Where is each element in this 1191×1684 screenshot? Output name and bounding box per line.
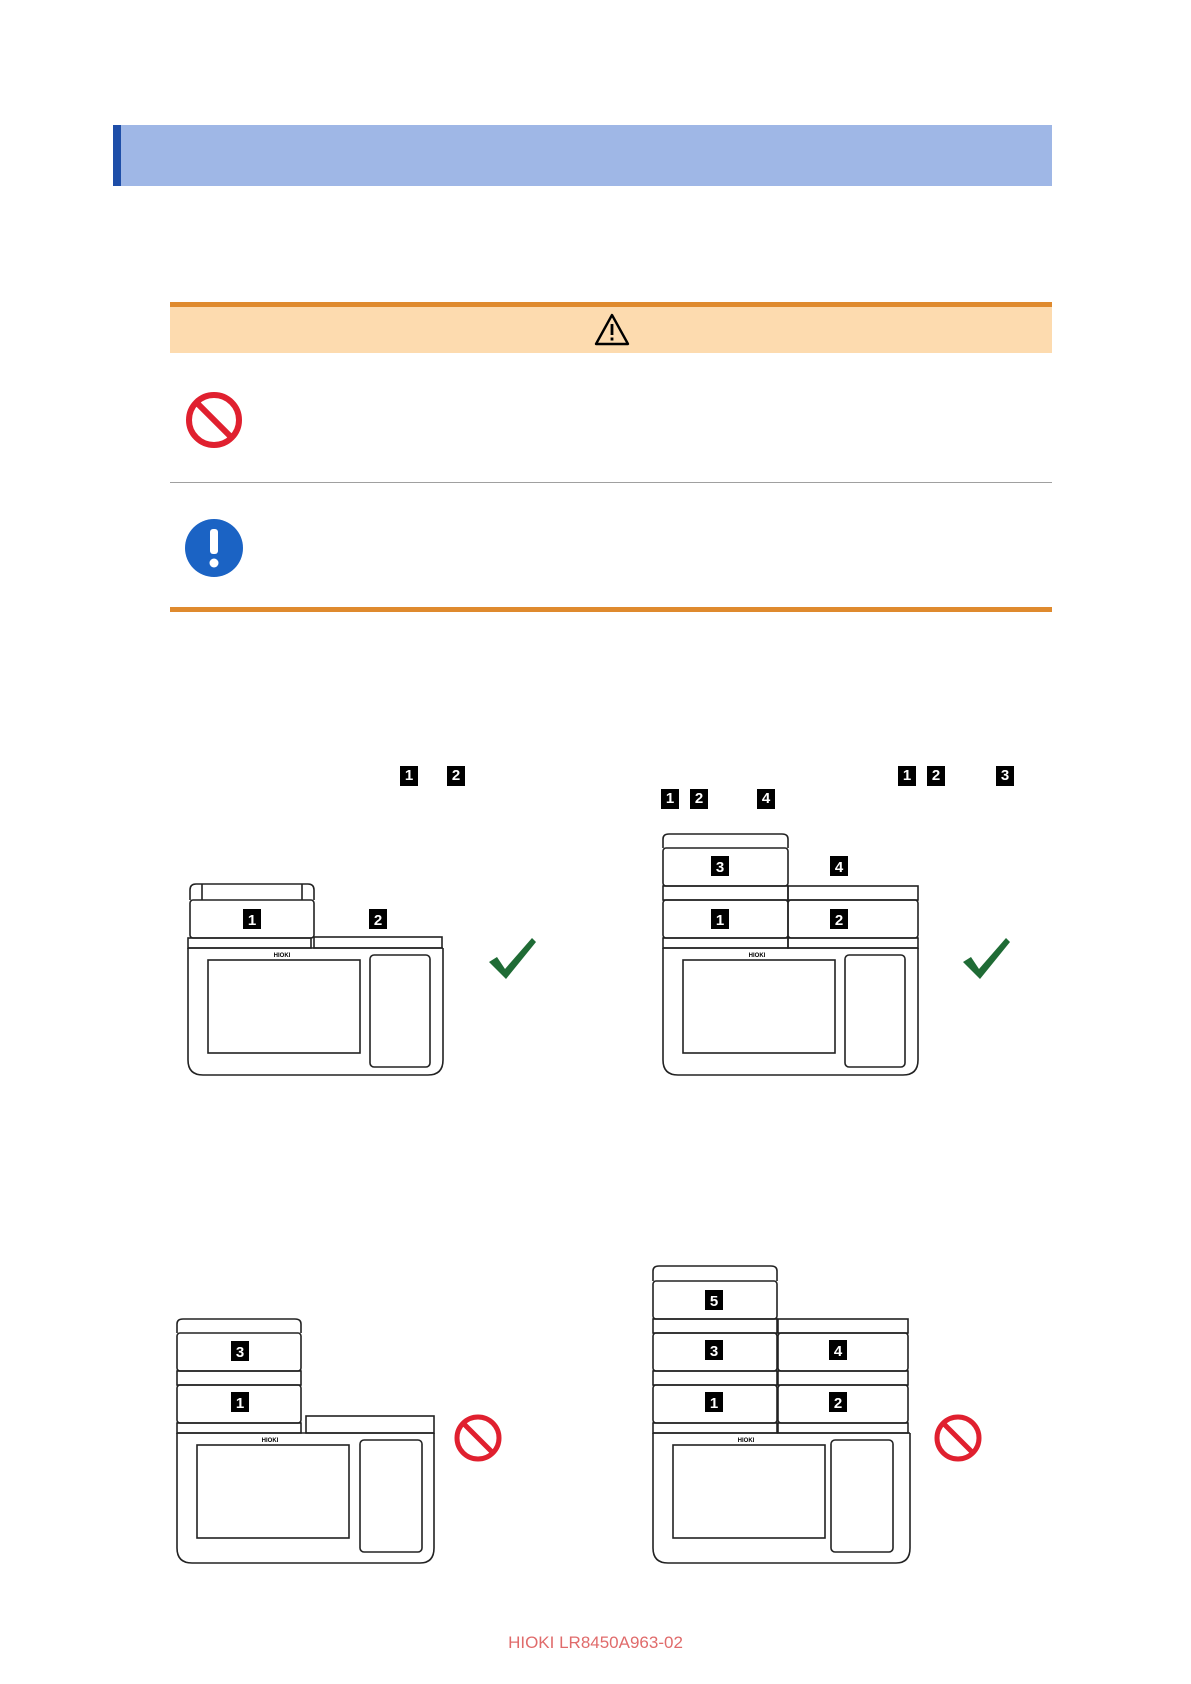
section-heading-bar xyxy=(113,125,1052,186)
correct-checkmark-icon xyxy=(960,935,1012,981)
brand-label: HIOKI xyxy=(261,1438,279,1444)
module-label-1: 1 xyxy=(709,1395,719,1412)
figure-1-instrument xyxy=(180,880,450,1080)
module-label-3: 3 xyxy=(715,859,725,876)
module-label-2: 2 xyxy=(373,912,383,929)
warning-header-band xyxy=(170,307,1052,353)
warning-triangle-icon xyxy=(594,313,630,346)
correct-checkmark-icon xyxy=(486,935,538,981)
figure-3-instrument xyxy=(172,1315,442,1565)
inline-badge-1: 1 xyxy=(661,789,679,809)
module-label-1: 1 xyxy=(235,1395,245,1412)
module-label-4: 4 xyxy=(833,1343,843,1360)
module-label-4: 4 xyxy=(834,859,844,876)
module-label-1: 1 xyxy=(247,912,257,929)
module-label-2: 2 xyxy=(833,1395,843,1412)
inline-badge-3: 3 xyxy=(996,766,1014,786)
figure-4-instrument xyxy=(648,1262,918,1567)
figure-2-instrument xyxy=(655,830,925,1080)
inline-badge-2: 2 xyxy=(690,789,708,809)
inline-badge-4: 4 xyxy=(757,789,775,809)
brand-label: HIOKI xyxy=(273,953,291,959)
inline-badge-2: 2 xyxy=(927,766,945,786)
module-label-2: 2 xyxy=(834,912,844,929)
inline-badge-1: 1 xyxy=(898,766,916,786)
module-label-3: 3 xyxy=(235,1344,245,1361)
module-label-3: 3 xyxy=(709,1343,719,1360)
prohibited-icon xyxy=(932,1412,984,1464)
module-label-5: 5 xyxy=(709,1293,719,1310)
warning-divider xyxy=(170,482,1052,483)
brand-label: HIOKI xyxy=(737,1438,755,1444)
prohibited-icon xyxy=(452,1412,504,1464)
page-footer: HIOKI LR8450A963-02 xyxy=(508,1633,683,1652)
brand-label: HIOKI xyxy=(748,953,766,959)
warning-bottom-rule xyxy=(170,607,1052,612)
module-label-1: 1 xyxy=(715,912,725,929)
mandatory-action-icon xyxy=(184,518,244,578)
inline-badge-1: 1 xyxy=(400,766,418,786)
inline-badge-2: 2 xyxy=(447,766,465,786)
prohibited-icon xyxy=(184,390,244,450)
